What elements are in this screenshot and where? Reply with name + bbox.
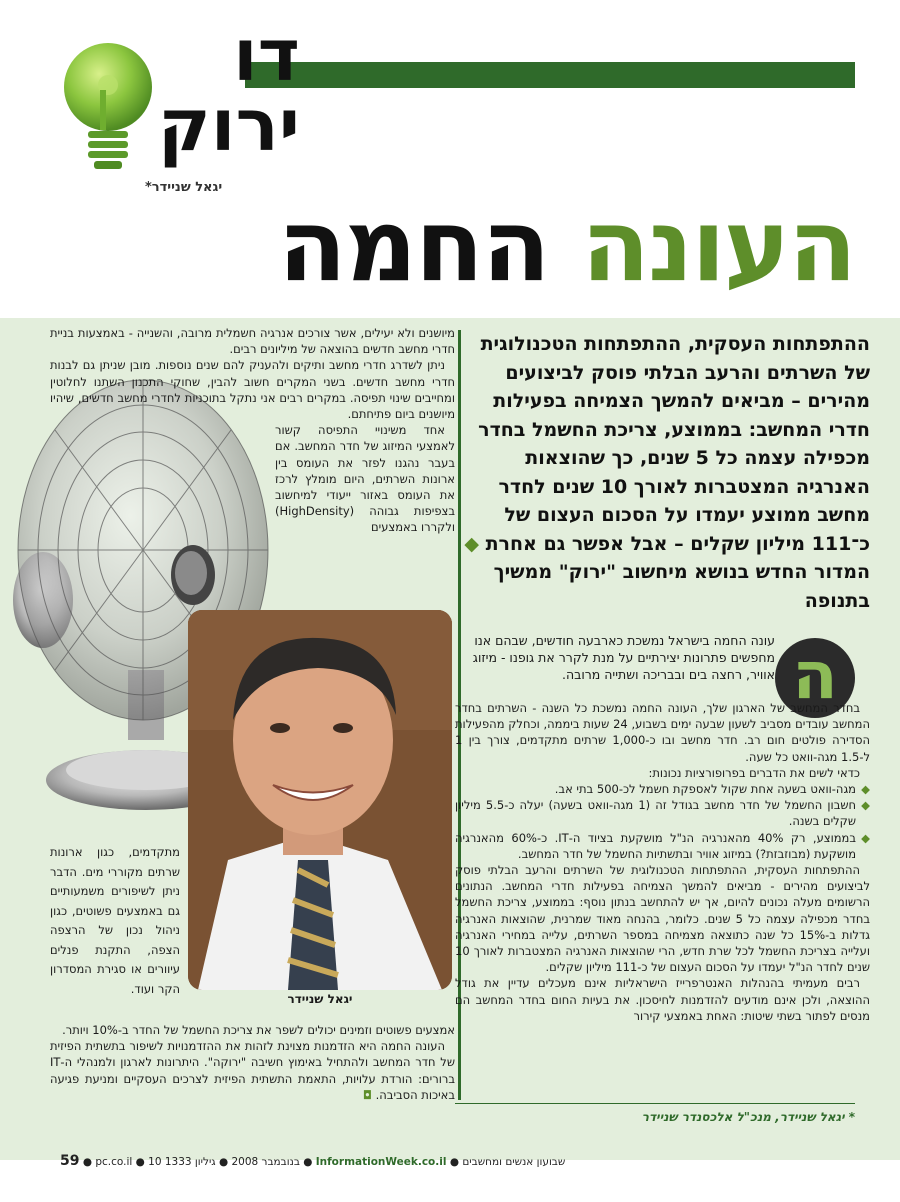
light-bulb-icon [60, 35, 160, 185]
right-paragraph-3: ההתפתחות העסקית, ההתפתחות הטכנולוגית של השרתים והרעב הבלתי פוסק לביצועים מהירים - מביאים להמשך הצמיחה בפעילות חדרי המחשב. הנתונים הרשומים מעלה נכונים להיום, אך יש להתחשב בנתון נוסף: בממוצע, צריכת החשמל בחדר מכפילה עצמה כל 5 שנים. כלומר, בהנחה מאוד שמרנית, שהוצאות האנרגיה גדלות ב-15% כל שנה כתוצאה מצמיחה במספר השרתים, עלייה במחירי האנרגיה ועלייה בצריכת החשמל לכל שרת חדש, הרי שהוצאות האנרגיה המצטברות לאורך 10 שנים לחדר הנ"ל יעמדו על הסכום העצום של כ-111 מיליון שקלים. [455, 863, 871, 975]
footer-magazine: שבועון אנשים ומחשבים [462, 1156, 566, 1168]
headline [278, 178, 855, 318]
left-paragraph-1: מיושנים ולא יעילים, אשר צורכים אנרגיה חשמלית מרובה, והשנייה - באמצעות בניית חדרי מחשב חדשים בהוצאה של מיליונים רבים. [50, 326, 455, 357]
bullet-item: ◆ בממוצע, רק 40% מהאנרגיה הנ"ל מושקעת בציוד ה-IT. כ-60% מהאנרגיה מושקעת (מבוזבזת?) במיזוג אוויר ובתשתיות החשמל של חדר המחשב. [455, 830, 870, 862]
left-paragraph-5-text: העונה החמה היא הזדמנות מצוינת לזהות את ההזדמנויות לשיפור בתשתית הפיזית של חדר המחשב ולהתחיל באימוץ חשיבה "ירוקה". היתרונות לארגון ולמנהלי ה-IT ברורים: הורדת עלויות, התאמת התשתית הפיזית לצרכים העסקיים ומניעת פגיעה באיכות הסביבה. [50, 1039, 455, 1102]
right-paragraph-4: רבים מעמיתי בהנהלות האנטרפרייז הישראליות אינם מעכלים עדיין את גודל ההוצאה, ולכן אינם מודעים להזדמנות לחיסכון. את בעיות החום בחדר המחשב הם מנסים לפתור בשתי שיטות: האחת באמצעי קירור [455, 976, 870, 1023]
column-logo [60, 13, 300, 200]
headline-word-2: החמה [278, 187, 549, 304]
header-bar [245, 62, 855, 88]
photo-caption: יגאל שניידר [287, 992, 353, 1006]
logo-author: יגאל שניידר* [145, 180, 223, 195]
footer-web: InformationWeek.co.il [315, 1156, 447, 1168]
page-footer [60, 1153, 855, 1173]
intro-paragraph: עונה החמה בישראל נמשכת כארבעה חודשים, שבהם אנו מחפשים פתרונות יצירתיים על מנת לקרר את גופנו - מיזוג אוויר, רחצה בים ובבריכה ושתייה מרובה. [472, 633, 775, 682]
right-paragraph-1: בחדר המחשב של הארגון שלך, העונה החמה נמשכת כל השנה - השרתים בחדר המחשב עובדים מסביב לשעון שבעה ימים בשבוע, 24 שעות ביממה, וכחלק מהפעילות הסדירה פולטים חום רב. חדר מחשב ובו כ-1,000 שרתים מתקדמים, צורך בין 1 ל-1.5 מגה-וואט כל שעה. [455, 701, 870, 764]
dropcap-letter: ה [792, 637, 838, 714]
footer-issue: גיליון 1333 [164, 1156, 216, 1168]
left-paragraph-4: אמצעים פשוטים וזמינים יכולים לשפר את צריכת החשמל של החדר ב-10% ויותר. [62, 1023, 455, 1037]
footer-site: pc.co.il [95, 1156, 133, 1168]
right-column [455, 700, 870, 1024]
portrait-image [188, 610, 452, 990]
bullet-item: ◆ חשבון החשמל של חדר מחשב בגודל זה (1 מגה-וואט בשעה) יעלה כ-5.5 מיליון שקלים בשנה. [455, 797, 870, 829]
left-column-top [50, 325, 455, 536]
bullet-list [455, 781, 870, 862]
left-paragraph-2: ניתן לשדרג חדרי מחשב ותיקים ולהעניק להם שנים נוספות. מובן שניתן גם לבנות חדרי מחשב חדשים. בשני המקרים חשוב להבין, שחוקי התכנון השתנו לחלוטין ומחייבים שינוי תפיסה. במקרים רבים אני נתקל בתוכניות לחדרי מחשב חדשים, שיהיו מיושנים ביום פתיחתם. [50, 358, 455, 422]
footer-separator: ● [303, 1156, 316, 1168]
left-paragraph-narrow: מתקדמים, כגון ארונות שרתים מקוררי מים. הדבר ניתן לשיפורים משמעותיים גם באמצעים פשוטים, כגון ניהול נכון של הרצפה הצפה, התקנת פנלים עיוורים או סגירת המסדרון הקר ועוד. [50, 845, 180, 996]
left-column-bottom [50, 1022, 455, 1103]
right-paragraph-2: כדאי לשים את הדברים בפרופורציות נכונות: [648, 765, 860, 780]
left-column-narrow [50, 843, 180, 999]
page-number: 59 [60, 1153, 80, 1169]
left-paragraph-5 [50, 1038, 455, 1103]
diamond-icon: ◆ [464, 532, 479, 555]
footer-date: 10 בנובמבר 2008 [148, 1156, 300, 1168]
footer-separator: ● [449, 1156, 463, 1168]
logo-text: דו ירוק [157, 13, 300, 167]
footer-separator: ● [215, 1156, 229, 1168]
end-mark-icon: ◘ [362, 1087, 372, 1102]
author-photo [188, 610, 452, 990]
headline-word-1: העונה [581, 187, 855, 304]
lead-paragraph [450, 330, 870, 615]
author-credit: * יגאל שניידר, מנכ"ל אלכסנדר שניידר [455, 1103, 855, 1124]
lead-kicker: המדור החדש בנושא מיחשוב "ירוק" ממשיך בתנופה [493, 561, 870, 612]
footer-separator: ● [82, 1156, 96, 1168]
bullet-item: ◆ מגה-וואט בשעה אחת שקול לאספקת חשמל לכ-500 בתי אב. [455, 781, 870, 797]
left-paragraph-3: אחד משינויי התפיסה קשור לאמצעי המיזוג של חדר המחשב. אם בעבר נהגנו לפזר את העומס בין ארונות השרתים, היום מומלץ לרכז את העומס באזור ייעודי למיחשוב בצפיפות גבוהה (HighDensity) ולקררו באמצעים [275, 423, 455, 535]
footer-separator: ● [135, 1156, 149, 1168]
lead-text: ההתפתחות העסקית, ההתפתחות הטכנולוגית של השרתים והרעב הבלתי פוסק לביצועים מהירים – מביאים להמשך הצמיחה בפעילות חדרי המחשב: בממוצע, צריכת החשמל בחדר מכפילה עצמה כל 5 שנים, כך שהוצאות האנרגיה המצטברות לאורך 10 שנים לחדר מחשב ממוצע יעמדו על הסכום העצום של כ־111 מיליון שקלים – אבל אפשר גם אחרת [478, 333, 870, 555]
